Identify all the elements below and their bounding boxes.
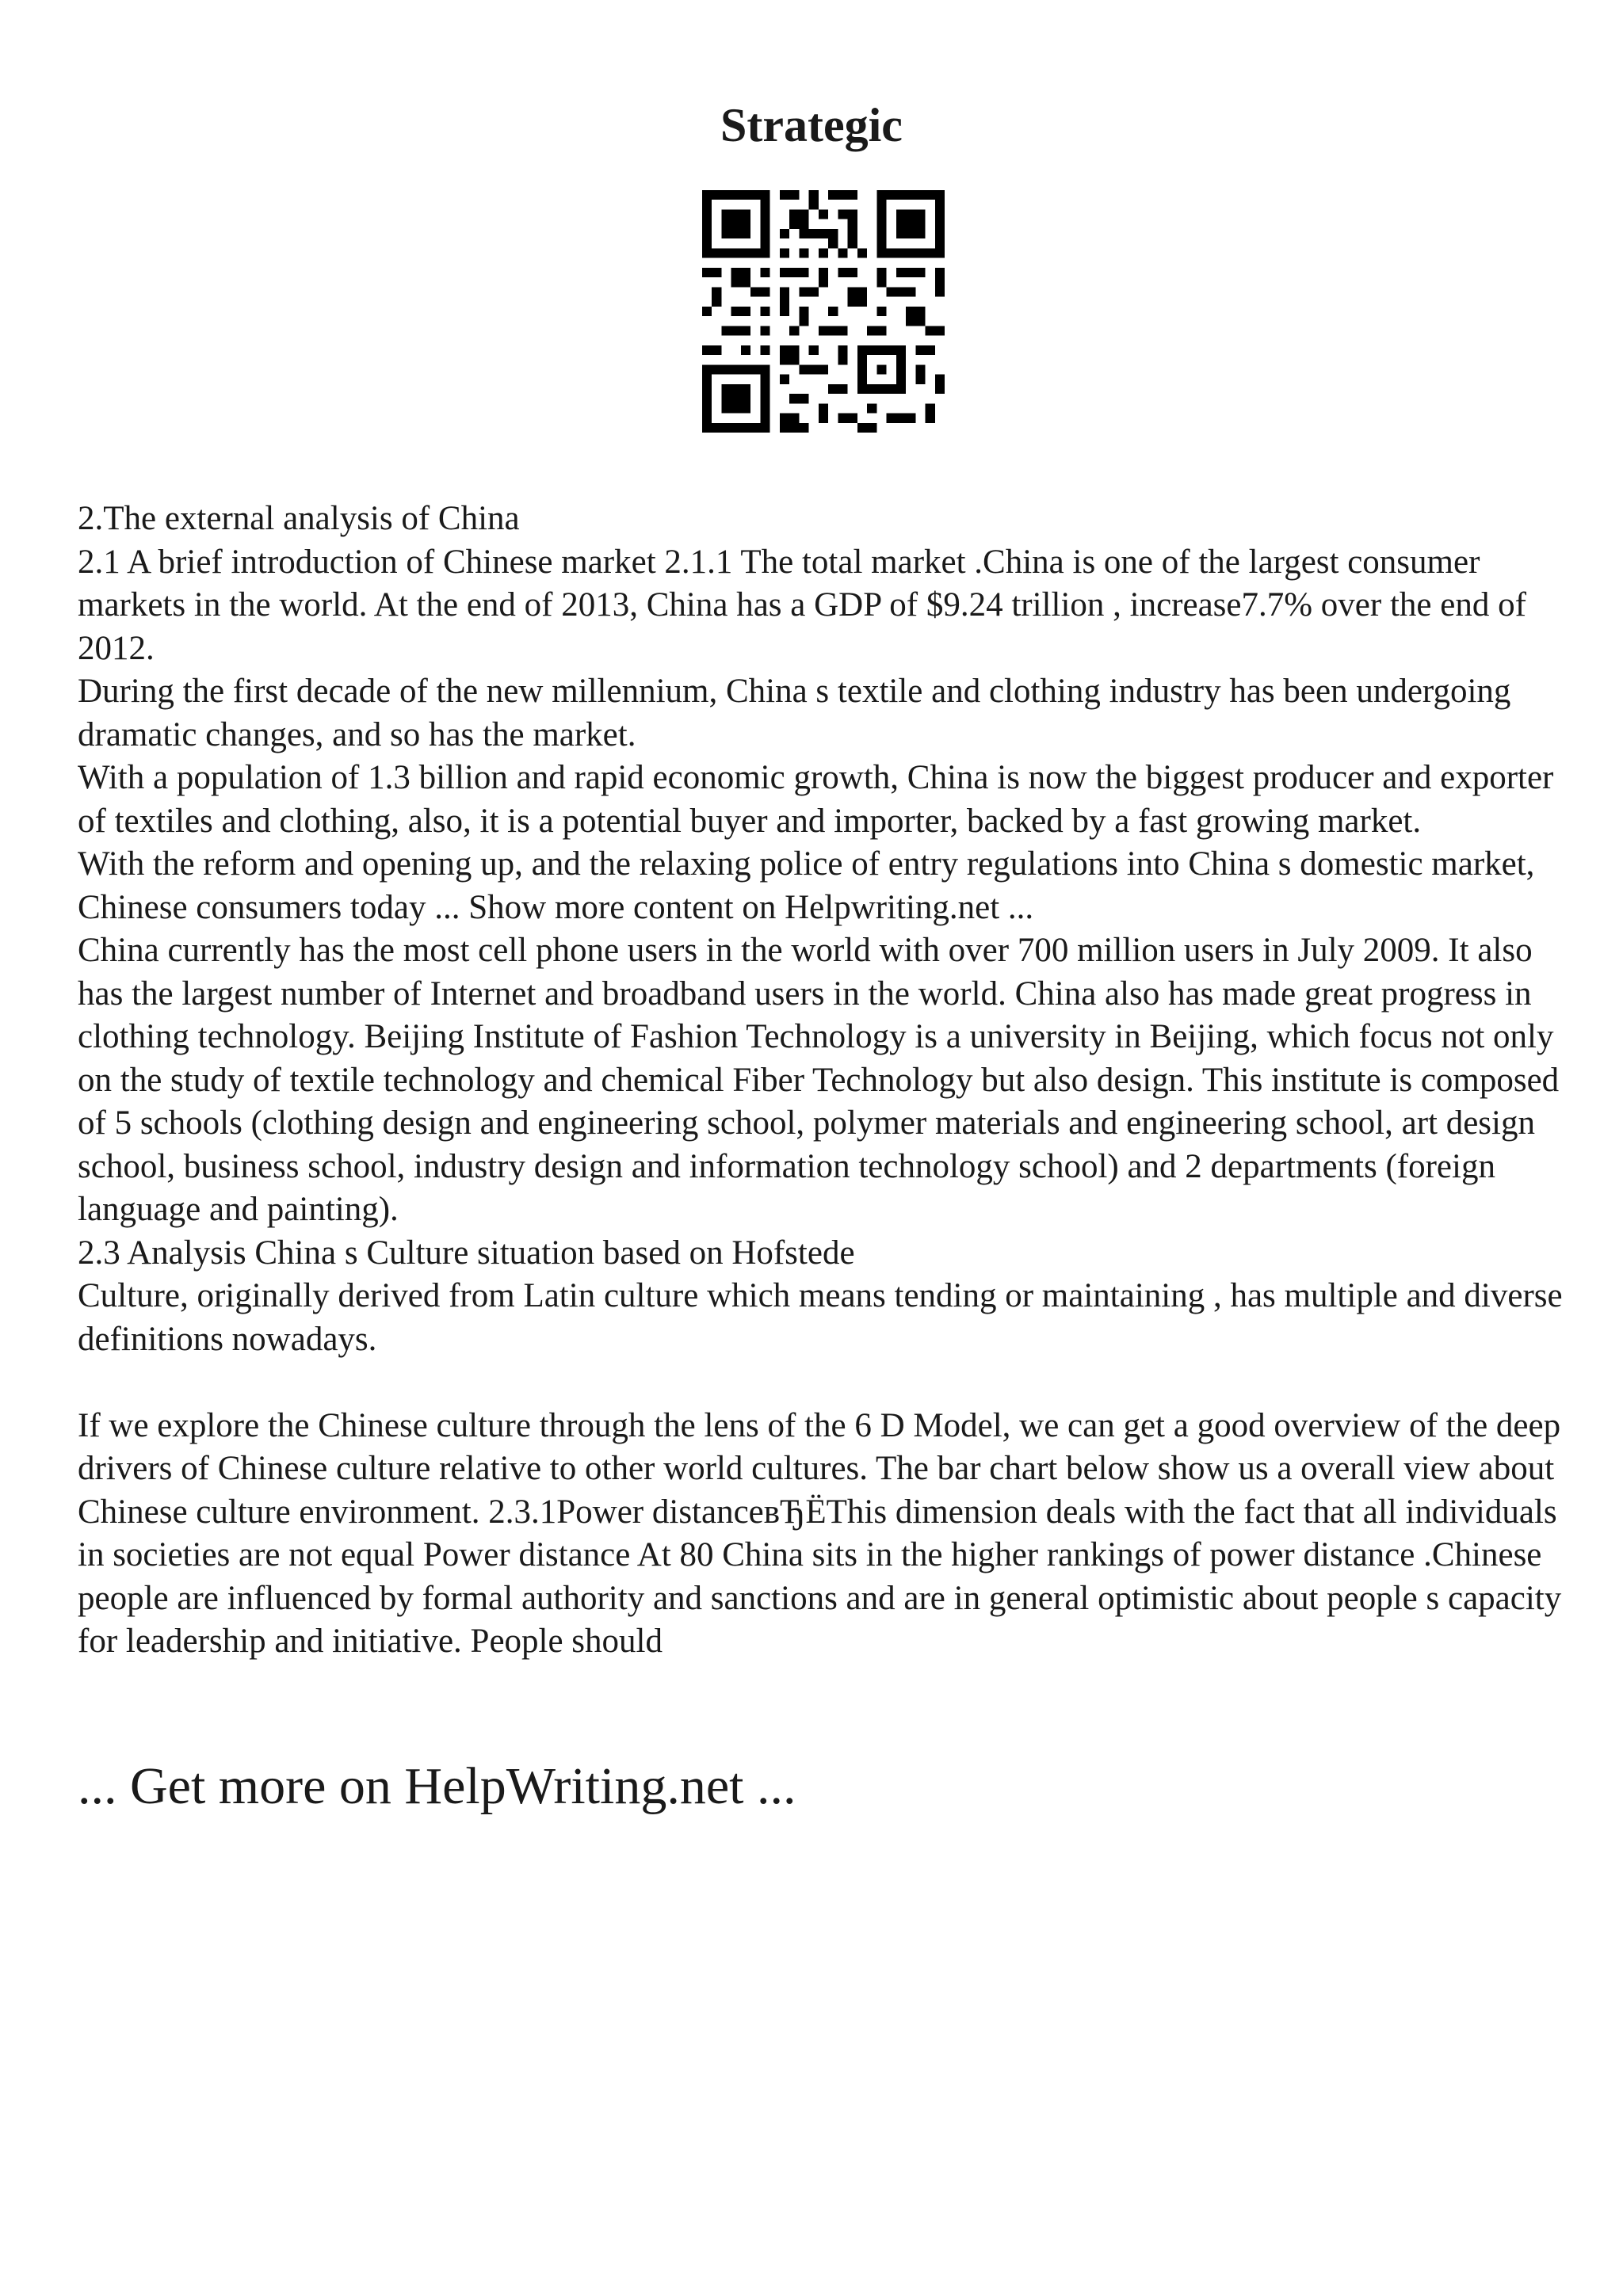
qr-code-icon [702, 190, 945, 433]
paragraph-spacer [78, 1361, 1568, 1405]
paragraph: Culture, originally derived from Latin culture which means tending or maintaining , has multiple and diverse definitions nowadays. [78, 1277, 1563, 1358]
paragraph: With the reform and opening up, and the relaxing police of entry regulations into China s domestic market, Chinese consumers today ... Show more content on Helpwriting.net ... [78, 845, 1535, 926]
section-heading: 2.3 Analysis China s Culture situation based on Hofstede [78, 1234, 855, 1272]
section-heading: 2.The external analysis of China [78, 500, 520, 537]
paragraph: During the first decade of the new millennium, China s textile and clothing industry has been undergoing dramatic changes, and so has the market. [78, 673, 1511, 753]
paragraph: If we explore the Chinese culture through the lens of the 6 D Model, we can get a good overview of the deep drivers of Chinese culture relative to other world cultures. The bar chart below show us a overall view about Chinese culture environment. 2.3.1Power distanceвЂЁThis dimension deals with the fact that all individuals in societies are not equal Power distance At 80 China sits in the higher rankings of power distance .Chinese people are influenced by formal authority and sanctions and are in general optimistic about people s capacity for leadership and initiative. People should [78, 1406, 1562, 1660]
document-title: Strategic [720, 99, 903, 151]
get-more-link[interactable]: ... Get more on HelpWriting.net ... [78, 1757, 796, 1815]
paragraph: 2.1 A brief introduction of Chinese market 2.1.1 The total market .China is one of the largest consumer markets in the world. At the end of 2013, China has a GDP of $9.24 trillion , increase7.7% over the end of 2012. [78, 543, 1526, 667]
paragraph: With a population of 1.3 billion and rapid economic growth, China is now the biggest producer and exporter of textiles and clothing, also, it is a potential buyer and importer, backed by a fast growing market. [78, 759, 1554, 840]
document-body [78, 498, 1568, 1664]
paragraph: China currently has the most cell phone users in the world with over 700 million users in July 2009. It also has the largest number of Internet and broadband users in the world. China also has made great progress in clothing technology. Beijing Institute of Fashion Technology is a university in Beijing, which focus not only on the study of textile technology and chemical Fiber Technology but also design. This institute is composed of 5 schools (clothing design and engineering school, polymer materials and engineering school, art design school, business school, industry design and information technology school) and 2 departments (foreign language and painting). [78, 932, 1560, 1228]
